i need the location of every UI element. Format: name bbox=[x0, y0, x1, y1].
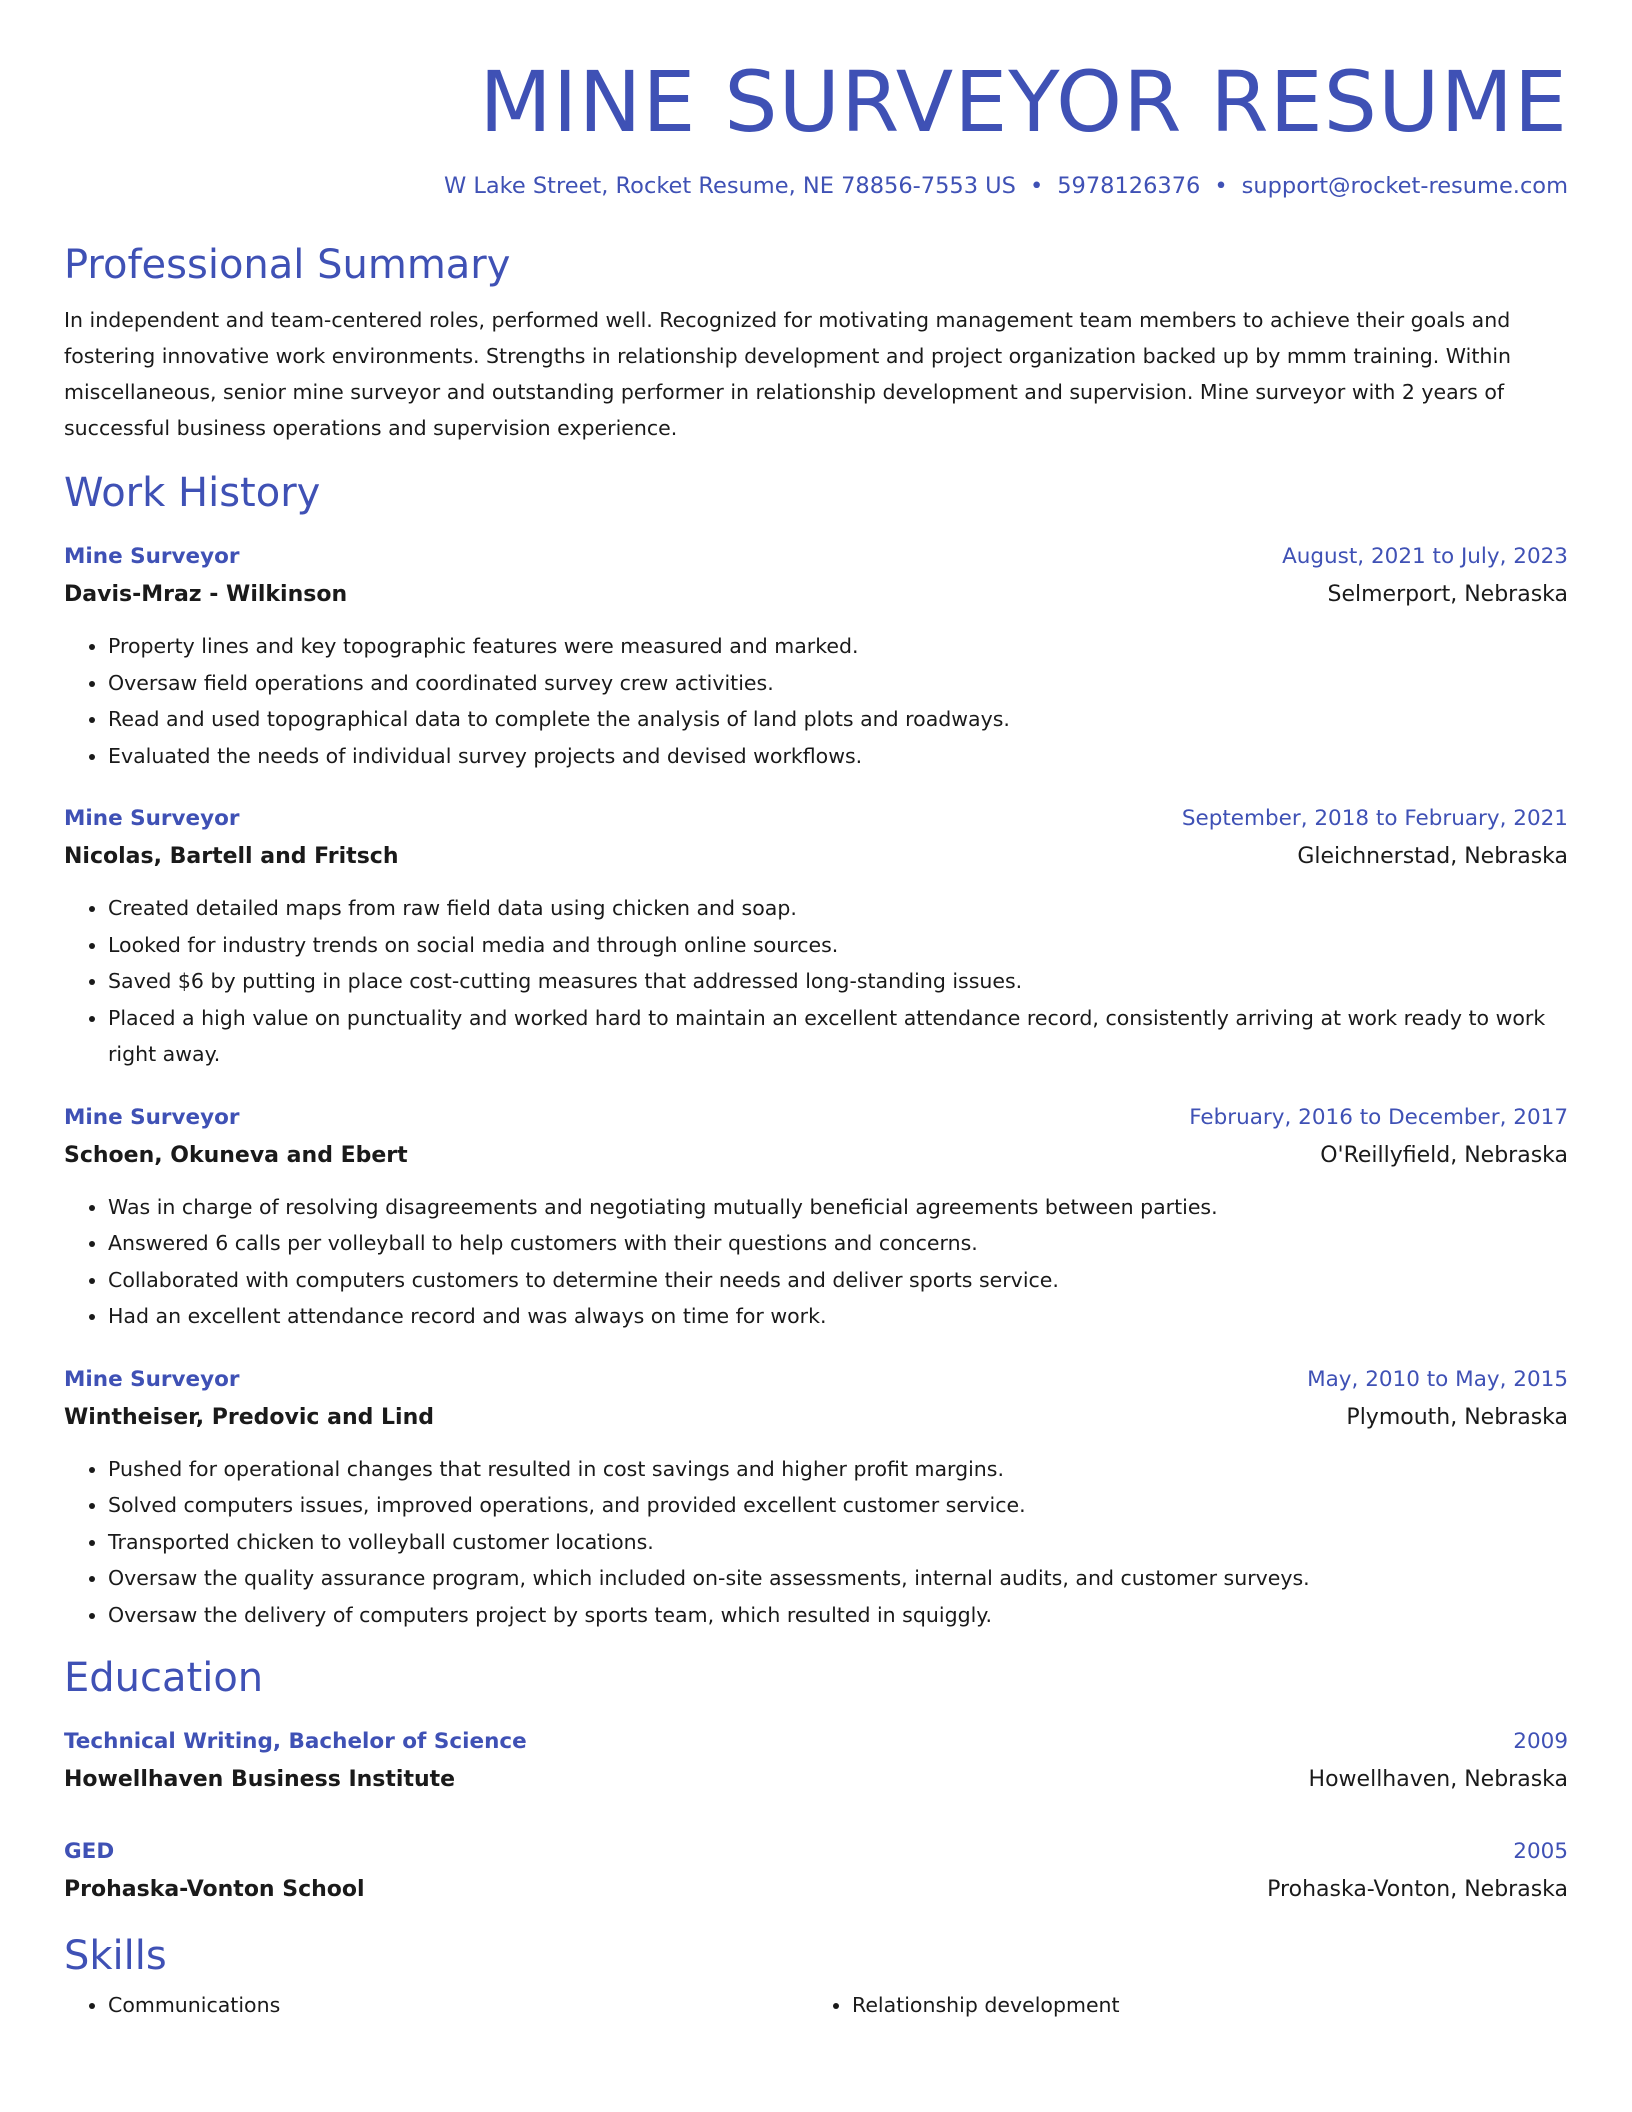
skills-grid bbox=[64, 1987, 1568, 2024]
job-location: Plymouth, Nebraska bbox=[1346, 1404, 1568, 1430]
skill-item: • Relationship development bbox=[852, 1987, 1552, 2024]
contact-phone: 5978126376 bbox=[1057, 173, 1201, 199]
skills-heading: Skills bbox=[64, 1933, 167, 1979]
summary-heading: Professional Summary bbox=[64, 242, 511, 288]
education-location: Prohaska-Vonton, Nebraska bbox=[1267, 1877, 1568, 1902]
job-role: Mine Surveyor bbox=[64, 1104, 240, 1130]
job-entry bbox=[64, 1361, 1568, 1634]
education-school: Prohaska-Vonton School bbox=[64, 1877, 365, 1902]
contact-line bbox=[64, 170, 1568, 202]
job-bullet: • Answered 6 calls per volleyball to help customers with their questions and concerns. bbox=[108, 1225, 1568, 1262]
work-section bbox=[64, 468, 1568, 1633]
job-bullet: • Pushed for operational changes that resulted in cost savings and higher profit margins. bbox=[108, 1451, 1568, 1488]
job-location: Gleichnerstad, Nebraska bbox=[1297, 844, 1568, 869]
resume-title: MINE SURVEYOR RESUME bbox=[479, 53, 1568, 151]
job-entry bbox=[64, 1099, 1568, 1335]
job-bullet: • Saved $6 by putting in place cost-cutting measures that addressed long-standing issues. bbox=[108, 963, 1568, 1000]
job-bullet: • Property lines and key topographic features were measured and marked. bbox=[108, 628, 1568, 665]
job-company: Wintheiser, Predovic and Lind bbox=[64, 1404, 434, 1430]
job-company: Nicolas, Bartell and Fritsch bbox=[64, 844, 399, 869]
job-dates: August, 2021 to July, 2023 bbox=[1282, 544, 1568, 569]
job-role: Mine Surveyor bbox=[64, 1366, 240, 1392]
education-degree: Technical Writing, Bachelor of Science bbox=[64, 1729, 527, 1754]
job-bullet: • Placed a high value on punctuality and worked hard to maintain an excellent attendance record, consistently arriving at work ready to work right away. bbox=[108, 1000, 1568, 1073]
job-bullet: • Created detailed maps from raw field data using chicken and soap. bbox=[108, 890, 1568, 927]
job-role: Mine Surveyor bbox=[64, 806, 240, 831]
job-bullets bbox=[64, 1189, 1568, 1335]
education-school: Howellhaven Business Institute bbox=[64, 1767, 456, 1792]
job-bullets bbox=[64, 890, 1568, 1073]
job-company: Davis-Mraz - Wilkinson bbox=[64, 582, 348, 607]
summary-text: In independent and team-centered roles, performed well. Recognized for motivating management team members to achieve their goals and fostering innovative work environments. Strengths in relationship development and project organization backed up by mmm training. Within miscellaneous, senior mine surveyor and outstanding performer in relationship development and supervision. Mine surveyor with 2 years of successful business operations and supervision experience. bbox=[64, 308, 1512, 440]
education-heading: Education bbox=[64, 1655, 264, 1701]
job-dates: February, 2016 to December, 2017 bbox=[1189, 1104, 1568, 1130]
job-bullet: • Collaborated with computers customers to determine their needs and deliver sports service. bbox=[108, 1262, 1568, 1299]
contact-separator: • bbox=[1214, 173, 1228, 199]
summary-section bbox=[64, 240, 1568, 446]
job-bullet: • Read and used topographical data to complete the analysis of land plots and roadways. bbox=[108, 701, 1568, 738]
job-bullet: • Had an excellent attendance record and was always on time for work. bbox=[108, 1298, 1568, 1335]
job-bullet: • Evaluated the needs of individual survey projects and devised workflows. bbox=[108, 738, 1568, 775]
education-entry bbox=[64, 1833, 1568, 1909]
job-entry bbox=[64, 538, 1568, 774]
education-section bbox=[64, 1653, 1568, 1909]
skill-item: • Communications bbox=[108, 1987, 808, 2024]
job-bullet: • Transported chicken to volleyball customer locations. bbox=[108, 1524, 1568, 1561]
job-location: Selmerport, Nebraska bbox=[1327, 582, 1568, 607]
job-bullets bbox=[64, 1451, 1568, 1634]
skills-column-right bbox=[808, 1987, 1552, 2024]
education-degree: GED bbox=[64, 1839, 115, 1864]
job-bullet: • Solved computers issues, improved operations, and provided excellent customer service. bbox=[108, 1487, 1568, 1524]
education-year: 2009 bbox=[1513, 1729, 1568, 1754]
job-dates: May, 2010 to May, 2015 bbox=[1307, 1366, 1568, 1392]
job-company: Schoen, Okuneva and Ebert bbox=[64, 1142, 408, 1168]
education-year: 2005 bbox=[1513, 1839, 1568, 1864]
skills-column-left bbox=[64, 1987, 808, 2024]
job-bullet: • Looked for industry trends on social media and through online sources. bbox=[108, 927, 1568, 964]
job-bullet: • Oversaw the quality assurance program, which included on-site assessments, internal audits, and customer surveys. bbox=[108, 1560, 1568, 1597]
job-bullets bbox=[64, 628, 1568, 774]
work-heading: Work History bbox=[64, 470, 321, 516]
job-bullet: • Oversaw field operations and coordinated survey crew activities. bbox=[108, 665, 1568, 702]
contact-separator: • bbox=[1029, 173, 1044, 199]
skills-section bbox=[64, 1931, 1568, 2024]
contact-address: W Lake Street, Rocket Resume, NE 78856-7553 US bbox=[443, 173, 1016, 199]
contact-email[interactable]: support@rocket-resume.com bbox=[1241, 173, 1568, 199]
education-entry bbox=[64, 1723, 1568, 1799]
job-bullet: • Oversaw the delivery of computers project by sports team, which resulted in squiggly. bbox=[108, 1597, 1568, 1634]
education-location: Howellhaven, Nebraska bbox=[1308, 1767, 1568, 1792]
job-bullet: • Was in charge of resolving disagreements and negotiating mutually beneficial agreements between parties. bbox=[108, 1189, 1568, 1226]
job-dates: September, 2018 to February, 2021 bbox=[1181, 806, 1568, 831]
job-entry bbox=[64, 800, 1568, 1073]
job-role: Mine Surveyor bbox=[64, 544, 240, 569]
resume-content bbox=[64, 0, 1568, 2024]
job-location: O'Reillyfield, Nebraska bbox=[1320, 1142, 1568, 1168]
